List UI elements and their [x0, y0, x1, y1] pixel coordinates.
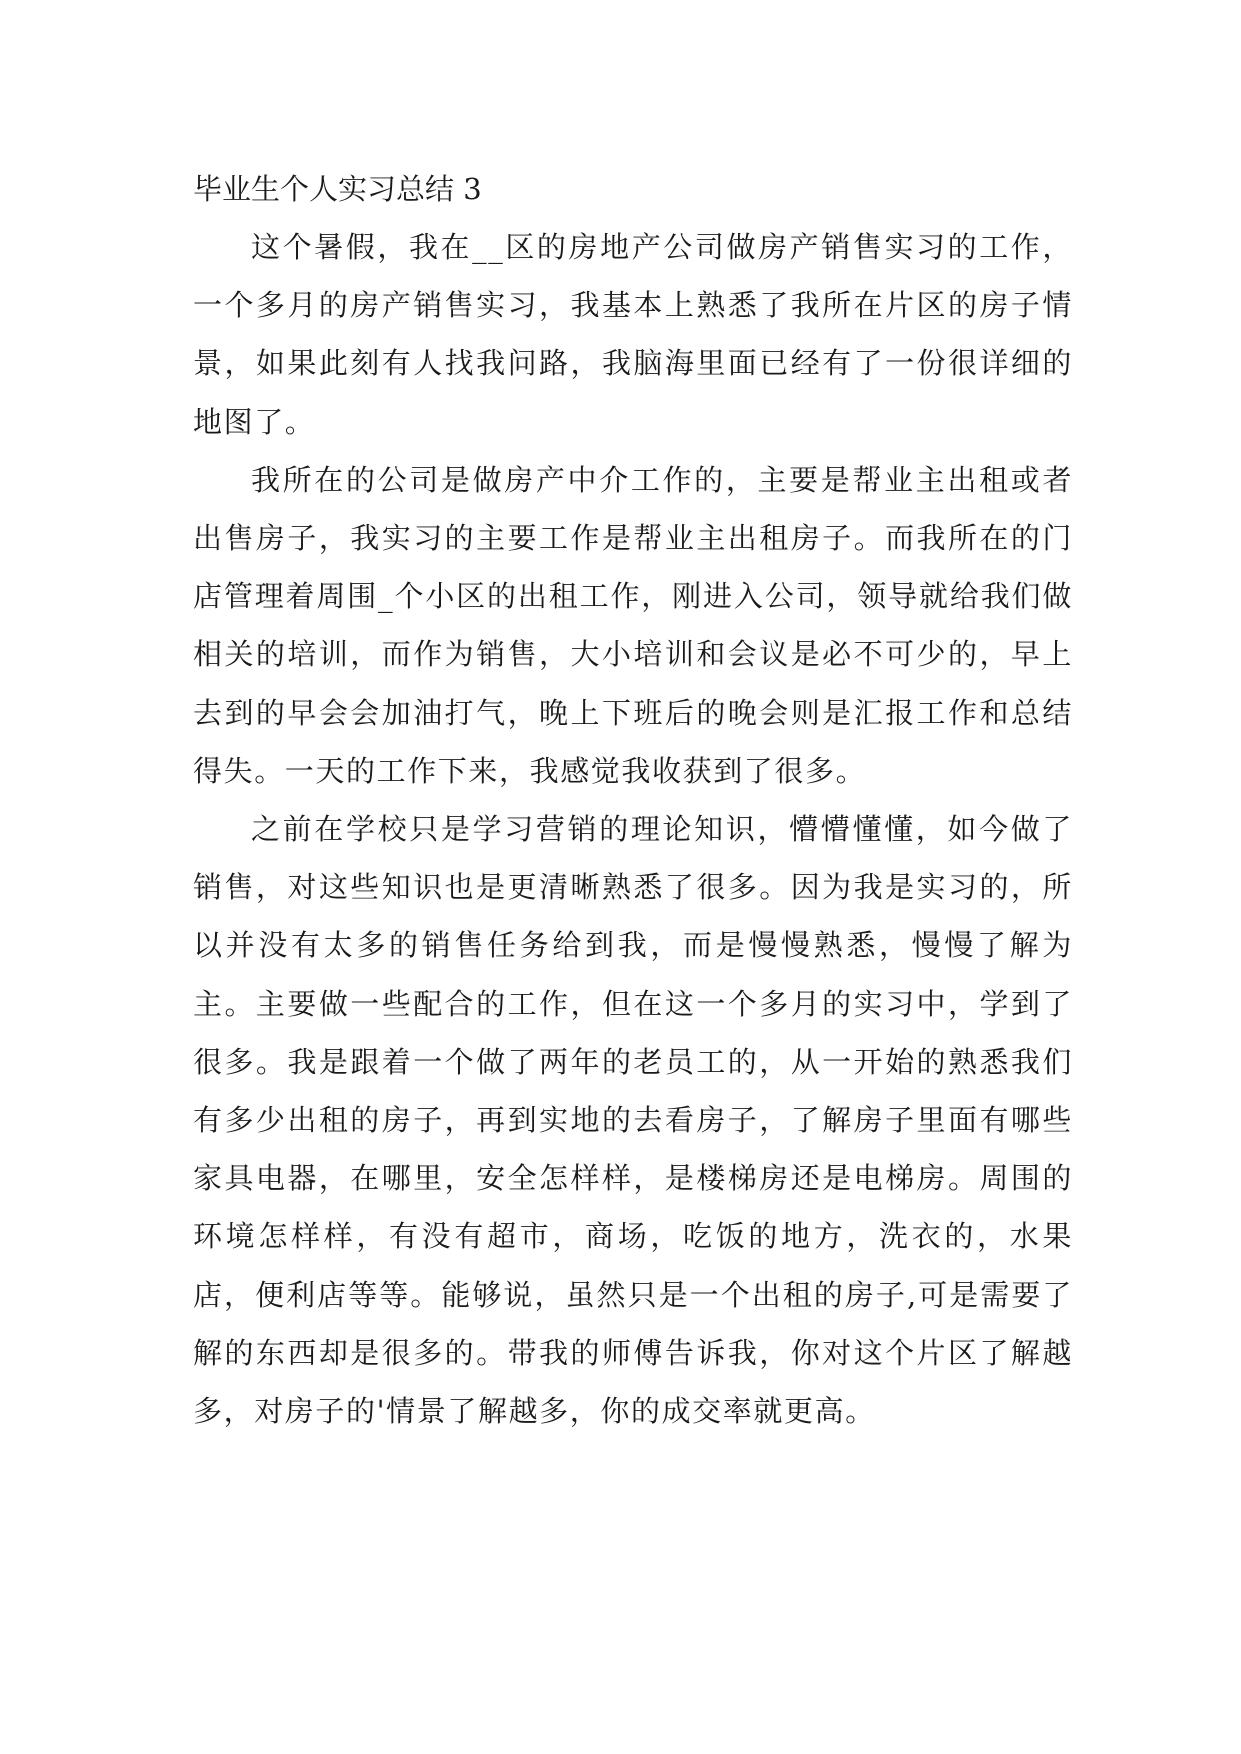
paragraph-1: 这个暑假，我在__区的房地产公司做房产销售实习的工作，一个多月的房产销售实习，我基本上熟悉了我所在片区的房子情景，如果此刻有人找我问路，我脑海里面已经有了一份很详细的地图了。	[193, 230, 1073, 439]
document-page	[193, 160, 1073, 1440]
paragraph-2: 我所在的公司是做房产中介工作的，主要是帮业主出租或者出售房子，我实习的主要工作是帮业主出租房子。而我所在的门店管理着周围_个小区的出租工作，刚进入公司，领导就给我们做相关的培训，而作为销售，大小培训和会议是必不可少的，早上去到的早会会加油打气，晚上下班后的晚会则是汇报工作和总结得失。一天的工作下来，我感觉我收获到了很多。	[193, 462, 1073, 788]
document-title: 毕业生个人实习总结 3	[193, 172, 482, 206]
paragraph-3: 之前在学校只是学习营销的理论知识，懵懵懂懂，如今做了销售，对这些知识也是更清晰熟悉了很多。因为我是实习的，所以并没有太多的销售任务给到我，而是慢慢熟悉，慢慢了解为主。主要做一些配合的工作，但在这一个多月的实习中，学到了很多。我是跟着一个做了两年的老员工的，从一开始的熟悉我们有多少出租的房子，再到实地的去看房子，了解房子里面有哪些家具电器，在哪里，安全怎样样，是楼梯房还是电梯房。周围的环境怎样样，有没有超市，商场，吃饭的地方，洗衣的，水果店，便利店等等。能够说，虽然只是一个出租的房子,可是需要了解的东西却是很多的。带我的师傅告诉我，你对这个片区了解越多，对房子的'情景了解越多，你的成交率就更高。	[193, 812, 1073, 1429]
